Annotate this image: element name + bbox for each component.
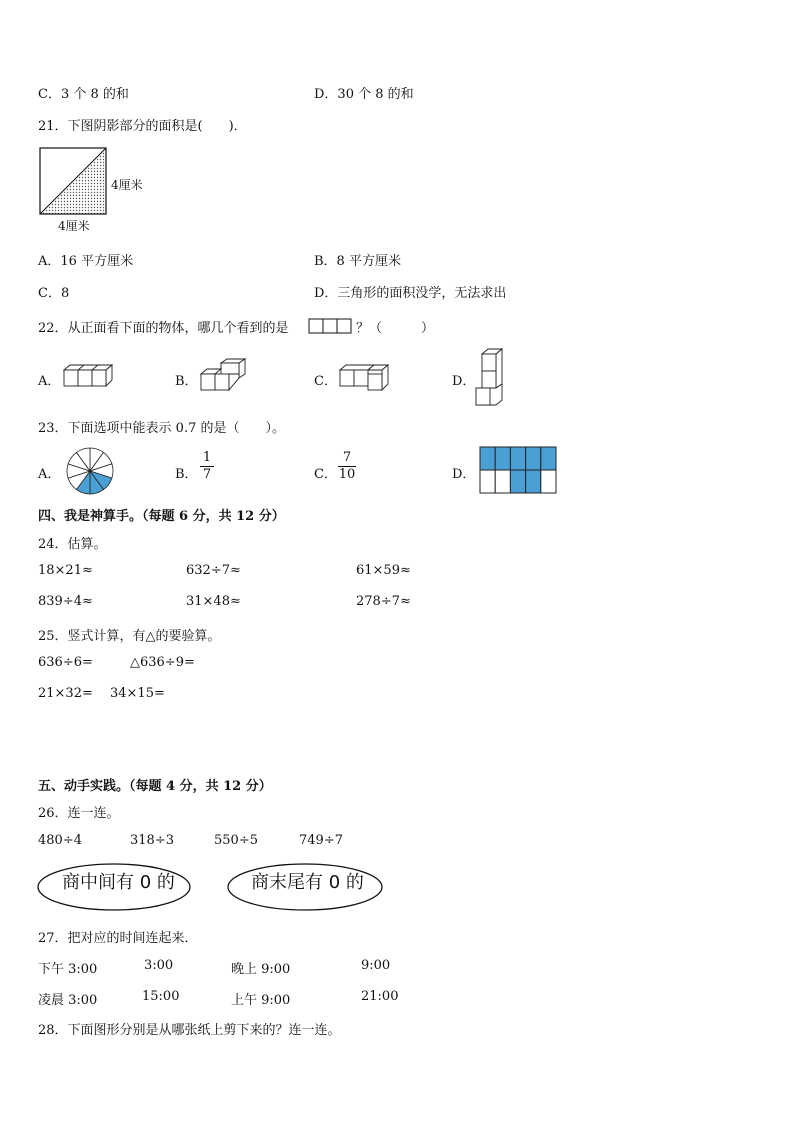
q22-label-c: C．: [314, 374, 337, 389]
q25-item: 34×15=: [110, 686, 165, 701]
q22-target-view-icon: [308, 318, 354, 334]
q26-item: 318÷3: [130, 833, 174, 848]
q23-option-a-pie-chart: [64, 446, 116, 496]
q20-option-c: C．3 个 8 的和: [38, 87, 129, 102]
grid-cell: [495, 470, 510, 493]
q22-stem-before: 22．从正面看下面的物体，哪几个看到的是: [38, 321, 289, 336]
q24-item: 18×21≈: [38, 563, 93, 578]
q23-option-d-grid: [479, 446, 559, 496]
q25-item: 636÷6=: [38, 655, 93, 670]
q26-item: 749÷7: [299, 833, 343, 848]
q22-label-d: D．: [452, 374, 476, 389]
q23-label-c: C．: [314, 467, 337, 482]
q26-item: 550÷5: [214, 833, 258, 848]
q24-item: 31×48≈: [186, 594, 241, 609]
q23-option-c-fraction: [338, 451, 356, 482]
q23-option-b-numerator: 1: [202, 450, 212, 465]
q27-item: 9:00: [361, 958, 391, 973]
q27-item: 15:00: [142, 989, 180, 1004]
q23-stem: 23．下面选项中能表示 0.7 的是（ ）。: [38, 421, 285, 436]
grid-cell: [510, 470, 525, 493]
q23-option-b-fraction: [200, 451, 214, 482]
q23-label-b: B．: [175, 467, 198, 482]
q27-item: 3:00: [144, 958, 174, 973]
q27-item: 晚上 9:00: [231, 962, 291, 977]
q23-label-d: D．: [452, 467, 476, 482]
grid-cell: [526, 447, 541, 470]
q21-stem: 21．下图阴影部分的面积是( )．: [38, 119, 247, 134]
q21-option-d: D．三角形的面积没学，无法求出: [314, 286, 507, 301]
q21-option-b: B．8 平方厘米: [314, 254, 401, 269]
q24-item: 61×59≈: [356, 563, 411, 578]
q21-side-label: 4厘米: [111, 178, 143, 192]
q22-stem-after: ？（ ）: [356, 321, 435, 336]
q24-item: 632÷7≈: [186, 563, 241, 578]
grid-cell: [541, 470, 556, 493]
q24-item: 278÷7≈: [356, 594, 411, 609]
q21-option-a: A．16 平方厘米: [38, 254, 134, 269]
section-4-title: 四、我是神算手。（每题 6 分，共 12 分）: [38, 509, 285, 524]
q23-option-c-denominator: 10: [338, 467, 356, 482]
q25-item: 21×32=: [38, 686, 93, 701]
q26-item: 480÷4: [38, 833, 82, 848]
q22-option-d-cubes-icon: [474, 348, 508, 408]
q23-label-a: A．: [38, 467, 61, 482]
q27-item: 上午 9:00: [231, 993, 291, 1008]
q23-option-c-numerator: 7: [342, 450, 352, 465]
q21-bottom-label: 4厘米: [58, 219, 90, 233]
q22-option-b-cubes-icon: [199, 358, 251, 392]
q23-option-b-denominator: 7: [202, 467, 212, 482]
q26-oval-2-label: 商末尾有 0 的: [251, 872, 364, 893]
q25-stem: 25．竖式计算，有△的要验算。: [38, 629, 221, 644]
q27-item: 21:00: [361, 989, 399, 1004]
q26-oval-1-label: 商中间有 0 的: [62, 872, 175, 893]
q24-stem: 24．估算。: [38, 537, 107, 552]
q27-item: 下午 3:00: [38, 962, 98, 977]
q22-option-c-cubes-icon: [338, 362, 392, 392]
grid-cell: [526, 470, 541, 493]
q24-item: 839÷4≈: [38, 594, 93, 609]
q20-option-d: D．30 个 8 的和: [314, 87, 414, 102]
q25-item: △636÷9=: [130, 655, 195, 670]
grid-cell: [510, 447, 525, 470]
grid-cell: [480, 447, 495, 470]
q21-option-c: C．8: [38, 286, 70, 301]
q28-stem: 28．下面图形分别是从哪张纸上剪下来的？连一连。: [38, 1023, 341, 1038]
q22-label-a: A．: [38, 374, 61, 389]
q27-stem: 27．把对应的时间连起来．: [38, 931, 198, 946]
q22-label-b: B．: [175, 374, 198, 389]
grid-cell: [541, 447, 556, 470]
q22-option-a-cubes-icon: [62, 362, 120, 390]
q26-stem: 26．连一连。: [38, 806, 120, 821]
q27-item: 凌晨 3:00: [38, 993, 98, 1008]
grid-cell: [495, 447, 510, 470]
grid-cell: [480, 470, 495, 493]
section-5-title: 五、动手实践。（每题 4 分，共 12 分）: [38, 779, 272, 794]
